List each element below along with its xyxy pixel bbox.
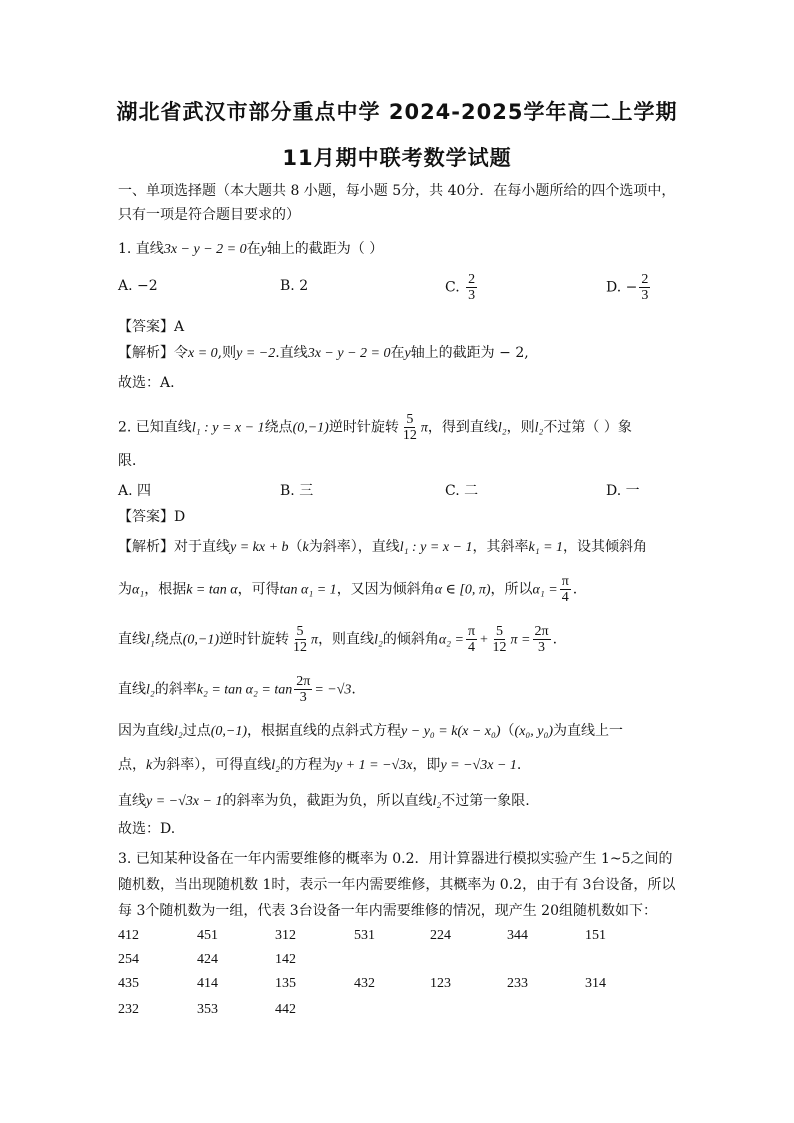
fraction-numerator: π: [468, 624, 476, 639]
q1-var: y: [260, 242, 267, 257]
section-heading-line2: 只有一项是符合题目要求的）: [118, 207, 300, 223]
q2-a6-b: 为斜率），可得直线: [152, 757, 272, 773]
q2-a5-c: ，根据直线的点斜式方程: [247, 723, 402, 739]
q2-a7-eq: y = −√3x − 1: [146, 794, 223, 809]
fraction-denominator: 12: [402, 428, 417, 443]
fraction-denominator: 4: [468, 640, 476, 655]
q2-a3-c: 逆时针旋转: [219, 631, 290, 648]
q1-option-a: A. −2: [118, 278, 158, 294]
q1-conclusion: 故选：A.: [118, 375, 175, 391]
q2-option-c: C. 二: [445, 483, 479, 499]
q2-a3-e: 的倾斜角: [382, 631, 439, 648]
q2-a5-e: 为直线上一: [553, 723, 624, 739]
random-number-cell: 531: [354, 928, 375, 943]
q2-a1-c: 为斜率），直线: [308, 539, 400, 555]
fraction-numerator: 5: [296, 624, 304, 639]
q2-a3-pi2: π =: [510, 632, 531, 648]
random-number-cell: 314: [585, 976, 606, 991]
q2-a2-end: .: [572, 581, 578, 598]
fraction-numerator: 2: [641, 272, 649, 287]
q2-a6-a: 点，: [118, 757, 146, 773]
q2-a3-a: 直线: [118, 631, 146, 648]
q2-a1-a: 【解析】对于直线: [118, 539, 230, 555]
fraction-denominator: 12: [293, 640, 308, 655]
q1-option-d-label: D. −: [606, 279, 638, 296]
random-number-cell: 142: [275, 952, 296, 967]
q2-a6-eq2: y = −√3x − 1: [440, 758, 517, 773]
random-number-cell: 451: [197, 928, 218, 943]
q2-a4-eq2: = −√3: [314, 682, 352, 698]
q2-a3-l1: l₁: [146, 632, 155, 648]
q2-a2-alpha: α₁: [132, 582, 145, 598]
q2-a3-alpha2: α₂ =: [438, 632, 464, 648]
random-number-cell: 353: [197, 1002, 218, 1017]
q2-option-a: A. 四: [118, 483, 152, 499]
q2-analysis-line6: [118, 754, 678, 777]
fraction-denominator: 12: [492, 640, 507, 655]
q3-stem-line2: 随机数，当出现随机数 1时，表示一年内需要维修，其概率为 0.2，由于有 3台设备，所以: [118, 877, 676, 893]
fraction-denominator: 4: [561, 590, 569, 605]
q1-answer: 【答案】A: [118, 319, 185, 335]
q2-a4-fraction: [294, 674, 312, 705]
q2-stem-e: ，则: [506, 419, 535, 436]
q2-a2-eq: k = tan α: [186, 582, 238, 598]
q2-a5-point: (0,−1): [210, 724, 248, 739]
q1-analysis-a: 【解析】令: [118, 345, 188, 361]
q1-analysis-b: ,则: [217, 345, 237, 361]
q2-a5-b: 过点: [182, 723, 211, 739]
q2-analysis-line3: [118, 624, 678, 655]
q2-a2-eq4: α₁ =: [532, 582, 558, 598]
q2-a3-l2: l₂: [374, 632, 383, 648]
q2-a4-b: 的斜率: [154, 681, 197, 698]
section-heading-line1: 一、单项选择题（本大题共 8 小题，每小题 5分，共 40分．在每小题所给的四个选项中，: [118, 183, 676, 199]
q2-a1-k1: k₁ = 1: [528, 540, 564, 555]
q2-line-l1: l₁ : y = x − 1: [191, 420, 265, 436]
random-number-cell: 414: [197, 976, 218, 991]
q2-a1-b: （: [288, 539, 303, 555]
q2-a2-e: ，所以: [490, 581, 533, 598]
q2-stem-line2: 限．: [118, 453, 146, 469]
fraction-denominator: 3: [299, 690, 307, 705]
q1-option-c: [445, 272, 479, 303]
fraction-numerator: 2: [468, 272, 476, 287]
q2-analysis-line2: [118, 574, 678, 605]
fraction-numerator: 2π: [534, 624, 549, 639]
exam-title-line2: 11月期中联考数学试题: [282, 146, 512, 170]
q2-analysis-line1: [118, 536, 678, 559]
q1-analysis-eq2: y = −2: [236, 346, 276, 361]
q1-stem-a: 1. 直线: [118, 241, 164, 257]
q1-option-c-fraction: [466, 272, 477, 303]
q2-a6-l2: l₂: [271, 758, 280, 773]
q1-analysis: [118, 342, 678, 365]
q2-a3-end: .: [552, 631, 558, 648]
random-number-cell: 435: [118, 976, 139, 991]
q2-a7-a: 直线: [118, 793, 146, 809]
fraction-numerator: 5: [406, 412, 414, 427]
q3-stem-line1: 3. 已知某种设备在一年内需要维修的概率为 0.2．用计算器进行模拟实验产生 1~5之间的: [118, 851, 673, 867]
random-number-cell: 233: [507, 976, 528, 991]
random-number-cell: 412: [118, 928, 139, 943]
q1-analysis-d: 在: [390, 345, 405, 361]
q2-stem-a: 2. 已知直线: [118, 419, 192, 436]
q2-a5-d: （: [500, 723, 515, 739]
q2-stem-c: 逆时针旋转: [328, 419, 399, 436]
q2-a2-eq3: α ∈ [0, π): [434, 582, 491, 598]
random-number-cell: 123: [430, 976, 451, 991]
fraction-denominator: 3: [538, 640, 546, 655]
q1-option-d: [606, 272, 652, 303]
q2-a6-k: k: [146, 758, 153, 773]
random-number-cell: 424: [197, 952, 218, 967]
q2-analysis-line7: [118, 790, 678, 813]
random-number-cell: 442: [275, 1002, 296, 1017]
q2-a3-b: 绕点: [154, 631, 183, 648]
q2-a3-plus: +: [479, 632, 489, 648]
q2-conclusion: 故选：D.: [118, 821, 176, 837]
q1-analysis-c: .直线: [275, 345, 308, 361]
q1-analysis-var: y: [404, 346, 411, 361]
q2-stem-d: ，得到直线: [427, 419, 498, 436]
q2-a6-eq: y + 1 = −√3x: [335, 758, 413, 773]
q2-line-l2-b: l₂: [534, 420, 544, 436]
q2-a4-l2: l₂: [146, 682, 155, 698]
q2-a7-b: 的斜率为负，截距为负，所以直线: [222, 793, 433, 809]
q2-a5-eq: y − y₀ = k(x − x₀): [401, 724, 501, 739]
fraction-numerator: 2π: [296, 674, 311, 689]
q1-option-b: B. 2: [280, 278, 309, 294]
random-number-cell: 135: [275, 976, 296, 991]
fraction-numerator: π: [561, 574, 569, 589]
random-number-cell: 224: [430, 928, 451, 943]
q2-a1-l1: l₁ : y = x − 1: [399, 540, 473, 555]
q2-a7-l2: l₂: [432, 794, 442, 809]
random-number-cell: 344: [507, 928, 528, 943]
q2-a3-point: (0,−1): [182, 632, 220, 648]
q2-point: (0,−1): [292, 420, 329, 436]
fraction-denominator: 3: [641, 288, 649, 303]
q2-line-l2: l₂: [497, 420, 507, 436]
q2-a6-end: .: [516, 757, 522, 773]
q2-a1-k: k: [302, 540, 309, 555]
q2-analysis-line4: [118, 674, 678, 705]
q3-stem-line3: 每 3个随机数为一组，代表 3台设备一年内需要维修的情况，现产生 20组随机数如下：: [118, 903, 657, 919]
q1-option-d-fraction: [639, 272, 650, 303]
q2-a2-c: ，可得: [237, 581, 280, 598]
q1-stem-c: 轴上的截距为（ ）: [266, 241, 384, 257]
q1-option-c-label: C.: [445, 279, 460, 296]
q2-a5-a: 因为直线: [118, 723, 174, 739]
q1-analysis-e: 轴上的截距为 − 2,: [410, 345, 529, 361]
q2-a6-c: 的方程为: [279, 757, 336, 773]
q2-a3-pi: π: [311, 632, 319, 648]
q2-a2-fraction: [560, 574, 571, 605]
q2-a6-d: ，即: [412, 757, 441, 773]
q2-a5-point2: (x₀, y₀): [514, 724, 554, 739]
random-number-cell: 151: [585, 928, 606, 943]
q2-stem-f: 不过第（ ）象: [543, 419, 632, 436]
q1-analysis-eq1: x = 0: [188, 346, 218, 361]
q2-a1-eq: y = kx + b: [230, 540, 289, 555]
q2-a1-e: ，设其倾斜角: [563, 539, 648, 555]
q2-analysis-line5: [118, 720, 678, 743]
exam-title-line1: 湖北省武汉市部分重点中学 2024-2025学年高二上学期: [116, 100, 678, 124]
q1-equation: 3x − y − 2 = 0: [163, 242, 247, 257]
q2-answer: 【答案】D: [118, 509, 186, 525]
q2-a2-b: ，根据: [144, 581, 187, 598]
random-number-cell: 312: [275, 928, 296, 943]
q2-a3-fraction1: [291, 624, 309, 655]
q1-stem-b: 在: [246, 241, 261, 257]
random-number-cell: 232: [118, 1002, 139, 1017]
q2-option-d: D. 一: [606, 483, 640, 499]
fraction-denominator: 3: [468, 288, 476, 303]
q2-pi: π: [420, 420, 428, 436]
q2-a3-fraction4: [533, 624, 551, 655]
q2-a3-d: ，则直线: [318, 631, 375, 648]
q2-stem-b: 绕点: [264, 419, 293, 436]
q1-analysis-eq3: 3x − y − 2 = 0: [307, 346, 391, 361]
q2-rotation-fraction: [401, 412, 419, 443]
q2-a4-eq: k₂ = tan α₂ = tan: [196, 682, 293, 698]
fraction-numerator: 5: [496, 624, 504, 639]
q2-a4-end: .: [351, 681, 356, 698]
q2-a2-d: ，又因为倾斜角: [336, 581, 435, 598]
random-number-cell: 432: [354, 976, 375, 991]
q1-stem: [118, 238, 678, 261]
q2-option-b: B. 三: [280, 483, 314, 499]
q2-a1-d: ，其斜率: [472, 539, 529, 555]
random-number-cell: 254: [118, 952, 139, 967]
q2-stem-line1: [118, 412, 678, 443]
q2-a2-a: 为: [118, 581, 132, 598]
q2-a5-l2: l₂: [174, 724, 183, 739]
q2-a2-eq2: tan α₁ = 1: [279, 582, 337, 598]
q2-a7-c: 不过第一象限.: [441, 793, 530, 809]
q2-a4-a: 直线: [118, 681, 146, 698]
q2-a3-fraction3: [491, 624, 509, 655]
q2-a3-fraction2: [466, 624, 477, 655]
